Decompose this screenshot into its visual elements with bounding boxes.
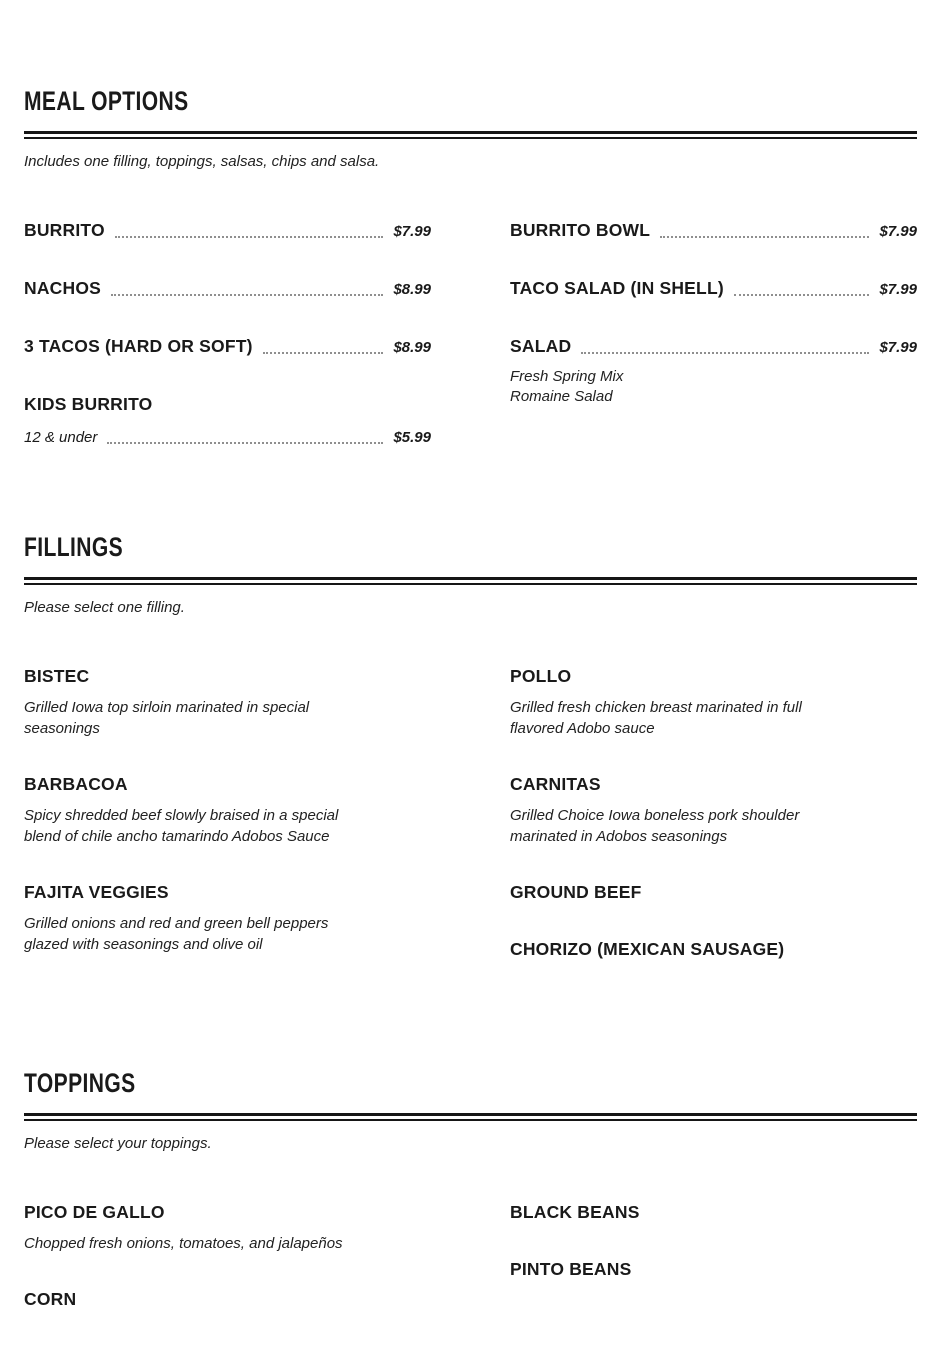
menu-item-price: $7.99 <box>393 223 431 240</box>
menu-item <box>510 1258 917 1281</box>
menu-item-name: POLLO <box>510 666 572 686</box>
menu-columns <box>24 1201 917 1345</box>
section-title-text: TOPPINGS <box>24 1068 136 1098</box>
menu-item-line <box>510 219 917 243</box>
menu-item <box>510 277 917 301</box>
menu-item-name: TACO SALAD (IN SHELL) <box>510 278 724 298</box>
dot-leader <box>660 236 869 238</box>
menu-item-description: Spicy shredded beef slowly braised in a special blend of chile ancho tamarindo Adobos Sauce <box>24 807 339 845</box>
section-note: Please select one filling. <box>24 599 185 616</box>
menu-item-price: $7.99 <box>879 223 917 240</box>
section-note: Please select your toppings. <box>24 1135 212 1152</box>
menu-item-name: NACHOS <box>24 278 102 298</box>
menu-item-name: 3 TACOS (HARD OR SOFT) <box>24 336 253 356</box>
menu-item-price: $8.99 <box>393 281 431 298</box>
menu-item-sublabel: 12 & under <box>24 429 98 446</box>
double-rule <box>24 577 917 585</box>
menu-item-line <box>24 393 431 416</box>
dot-leader <box>581 352 869 354</box>
menu-item-subline <box>24 426 431 449</box>
menu-item-line <box>24 277 431 301</box>
double-rule <box>24 131 917 139</box>
menu-item-name: CHORIZO (MEXICAN SAUSAGE) <box>510 939 785 959</box>
menu-column-right <box>510 665 917 995</box>
menu-item-line <box>24 665 431 688</box>
menu-item-line <box>24 1201 431 1224</box>
menu-item <box>510 335 917 407</box>
section-title <box>24 1070 917 1101</box>
menu-item <box>24 277 431 301</box>
menu-item <box>510 1201 917 1224</box>
description-line: Romaine Salad <box>510 388 613 405</box>
menu-item <box>510 665 917 739</box>
menu-item-description: Chopped fresh onions, tomatoes, and jalapeños <box>24 1235 343 1252</box>
menu-item-line <box>24 1288 431 1311</box>
menu-item-description: Grilled fresh chicken breast marinated in full flavored Adobo sauce <box>510 699 802 737</box>
menu-item-name: BURRITO <box>24 220 105 240</box>
dot-leader <box>111 294 383 296</box>
menu-item-line <box>510 665 917 688</box>
menu-item <box>24 1288 431 1311</box>
menu-item <box>24 773 431 847</box>
menu-item-name: FAJITA VEGGIES <box>24 882 169 902</box>
menu-item <box>510 938 917 961</box>
menu-item-line <box>510 277 917 301</box>
menu-item-price: $5.99 <box>393 429 431 446</box>
menu-item-description <box>510 367 917 407</box>
menu-item-price: $7.99 <box>879 339 917 356</box>
menu-item <box>24 335 431 359</box>
menu-item-price: $7.99 <box>879 281 917 298</box>
menu-item <box>510 773 917 847</box>
menu-item-line <box>24 335 431 359</box>
menu-item-description: Grilled onions and red and green bell peppers glazed with seasonings and olive oil <box>24 915 329 953</box>
menu-item-name: BURRITO BOWL <box>510 220 651 240</box>
section-title-text: MEAL OPTIONS <box>24 86 189 116</box>
menu-item-name: PINTO BEANS <box>510 1259 632 1279</box>
section-toppings <box>24 1070 917 1345</box>
dot-leader <box>107 442 383 444</box>
menu-item <box>24 219 431 243</box>
menu-item-description: Grilled Choice Iowa boneless pork shoulder marinated in Adobos seasonings <box>510 807 800 845</box>
section-title <box>24 534 917 565</box>
menu-item-line <box>510 881 917 904</box>
menu-item <box>24 393 431 449</box>
menu-item <box>24 665 431 739</box>
menu-item-line <box>24 773 431 796</box>
menu-column-left <box>24 1201 431 1345</box>
menu-item-name: PICO DE GALLO <box>24 1202 165 1222</box>
double-rule <box>24 1113 917 1121</box>
dot-leader <box>734 294 870 296</box>
dot-leader <box>115 236 384 238</box>
menu-item-name: KIDS BURRITO <box>24 394 153 414</box>
menu-item-line <box>24 881 431 904</box>
menu-item-price: $8.99 <box>393 339 431 356</box>
section-fillings <box>24 534 917 995</box>
section-meal-options <box>24 88 917 483</box>
menu-item <box>510 881 917 904</box>
menu-item-description: Grilled Iowa top sirloin marinated in special seasonings <box>24 699 310 737</box>
menu-item-line <box>510 938 917 961</box>
menu-columns <box>24 665 917 995</box>
menu-item-line <box>24 219 431 243</box>
menu-item-line <box>510 1201 917 1224</box>
menu-item <box>24 881 431 955</box>
menu-item-name: BISTEC <box>24 666 90 686</box>
menu-item-line <box>510 335 917 359</box>
menu-item-name: BLACK BEANS <box>510 1202 640 1222</box>
dot-leader <box>263 352 384 354</box>
menu-item <box>510 219 917 243</box>
menu-column-left <box>24 665 431 989</box>
menu-column-right <box>510 219 917 441</box>
menu-item-name: CARNITAS <box>510 774 601 794</box>
menu-item-name: GROUND BEEF <box>510 882 642 902</box>
section-title <box>24 88 917 119</box>
section-title-text: FILLINGS <box>24 532 124 562</box>
menu-item-line <box>510 773 917 796</box>
menu-item-name: SALAD <box>510 336 572 356</box>
menu-column-left <box>24 219 431 483</box>
menu-item-name: CORN <box>24 1289 77 1309</box>
menu-item <box>24 1201 431 1254</box>
menu-item-name: BARBACOA <box>24 774 128 794</box>
description-line: Fresh Spring Mix <box>510 368 624 385</box>
section-note: Includes one filling, toppings, salsas, chips and salsa. <box>24 153 380 170</box>
menu-columns <box>24 219 917 483</box>
menu-item-line <box>510 1258 917 1281</box>
menu-column-right <box>510 1201 917 1315</box>
